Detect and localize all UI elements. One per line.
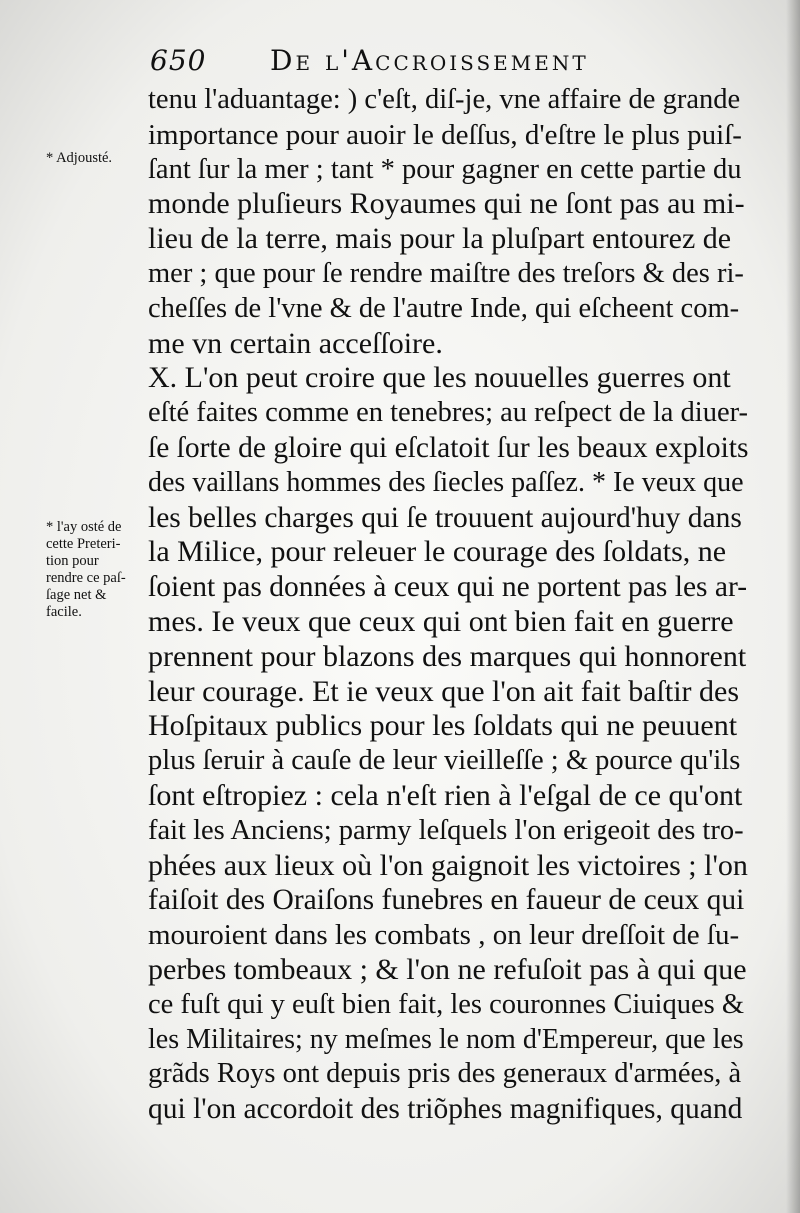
text-line: fait les Anciens; parmy leſquels l'on erigeoit des tro- (148, 814, 744, 846)
text-line: X. L'on peut croire que les nouuelles guerres ont (148, 361, 731, 395)
text-line: grãds Roys ont depuis pris des generaux d'armées, à (148, 1058, 742, 1090)
text-line: des vaillans hommes des ſiecles paſſez. * Ie veux que (148, 466, 744, 498)
text-line: les Militaires; ny meſmes le nom d'Empereur, que les (148, 1023, 744, 1055)
text-line: faiſoit des Oraiſons funebres en faueur de ceux qui (148, 884, 745, 917)
text-line: mouroient dans les combats , on leur dreſſoit de ſu- (148, 919, 740, 952)
margin-note-line: * Adjousté. (46, 150, 113, 166)
margin-note-line: facile. (46, 604, 82, 620)
margin-note-line: ſage net & (46, 587, 107, 603)
margin-note-adjouste (46, 150, 146, 167)
body-text (148, 83, 749, 1127)
text-line: eſté faites comme en tenebres; au reſpect de la diuer- (148, 397, 749, 429)
margin-note-line: cette Preteri- (46, 536, 121, 552)
text-line: leur courage. Et ie veux que l'on ait fait baſtir des (148, 674, 740, 708)
text-line: la Milice, pour releuer le courage des ſoldats, ne (148, 535, 727, 569)
text-line: plus ſeruir à cauſe de leur vieilleſſe ; & pource qu'ils (148, 745, 741, 777)
text-line: cheſſes de l'vne & de l'autre Inde, qui eſcheent com- (148, 292, 740, 324)
text-line: mer ; que pour ſe rendre maiſtre des treſors & des ri- (148, 257, 744, 289)
running-title: De l'Accroissement (270, 44, 589, 77)
margin-note-preterition (46, 519, 146, 621)
text-line: ſoient pas données à ceux qui ne portent pas les ar- (148, 571, 748, 604)
text-line: lieu de la terre, mais pour la pluſpart entourez de (148, 222, 732, 256)
text-line: ſant ſur la mer ; tant * pour gagner en cette partie du (148, 153, 742, 185)
page-header (150, 40, 750, 80)
text-line: prennent pour blazons des marques qui honnorent (148, 639, 747, 673)
text-line: importance pour auoir le deſſus, d'eſtre le plus puiſ- (148, 118, 742, 151)
text-line: monde pluſieurs Royaumes qui ne ſont pas au mi- (148, 187, 745, 221)
text-line: Hoſpitaux publics pour les ſoldats qui ne peuuent (148, 709, 738, 743)
text-line: qui l'on accordoit des triõphes magnifiques, quand (148, 1093, 743, 1126)
text-line: mes. Ie veux que ceux qui ont bien fait en guerre (148, 604, 734, 638)
text-line: tenu l'aduantage: ) c'eſt, diſ-je, vne affaire de grande (148, 84, 741, 115)
text-line: ce fuſt qui y euſt bien fait, les couronnes Ciuiques & (148, 988, 744, 1020)
text-line: perbes tombeaux ; & l'on ne refuſoit pas à qui que (148, 952, 747, 986)
text-line: ſe ſorte de gloire qui eſclatoit ſur les beaux exploits (148, 431, 749, 464)
margin-note-line: rendre ce paſ- (46, 570, 126, 586)
text-line: phées aux lieux où l'on gaignoit les victoires ; l'on (148, 848, 748, 882)
page-number: 650 (150, 44, 207, 77)
text-line: me vn certain acceſſoire. (148, 326, 443, 360)
text-line: ſont eſtropiez : cela n'eſt rien à l'eſgal de ce qu'ont (148, 778, 743, 812)
text-line: les belles charges qui ſe trouuent aujourd'huy dans (148, 501, 742, 534)
margin-note-line: * l'ay osté de (46, 519, 122, 535)
margin-note-line: tion pour (46, 553, 99, 569)
page-edge-shadow (786, 0, 800, 1213)
